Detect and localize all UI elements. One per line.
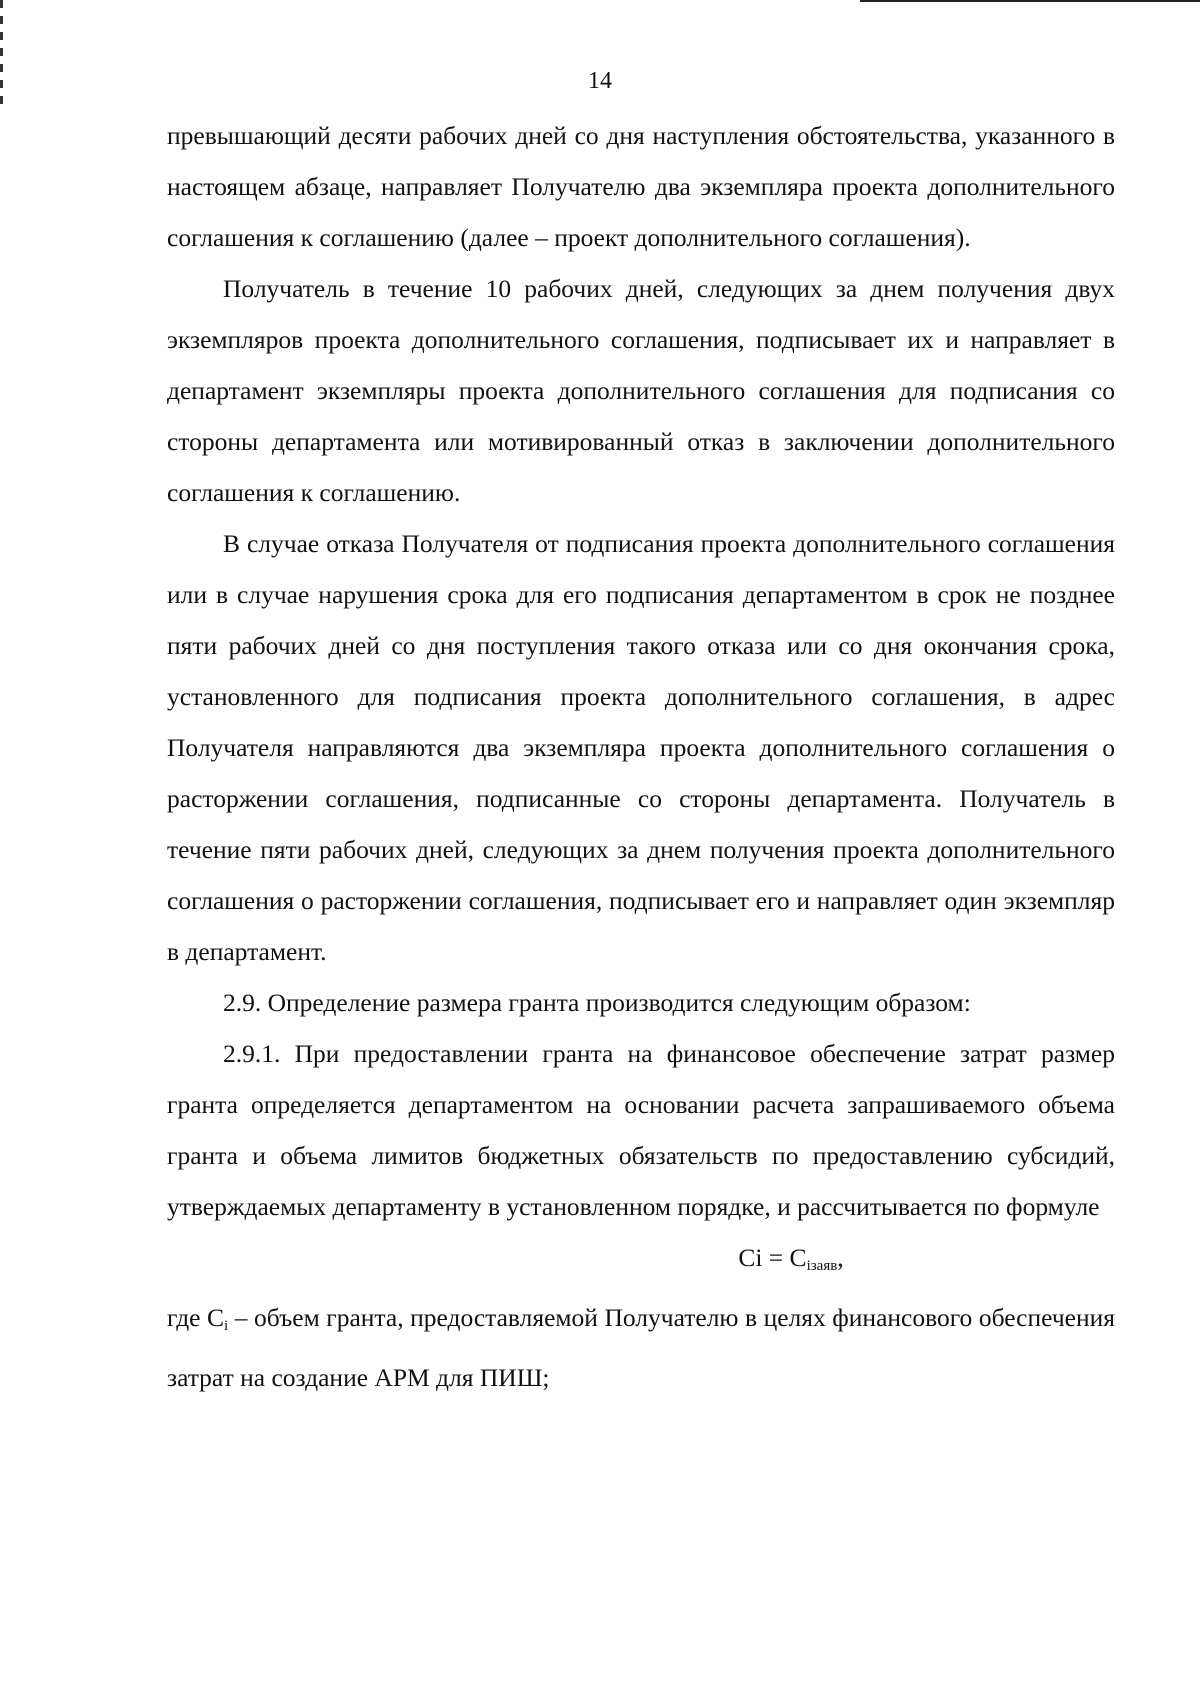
paragraph-recipient-term: Получатель в течение 10 рабочих дней, следующих за днем получения двух экземпляров проекта дополнительного соглашения, подписывает их и направляет в департамент экземпляры проекта дополнительного соглашения для подписания со стороны департамента или мотивированный отказ в заключении дополнительного соглашения к соглашению. xyxy=(167,274,1115,507)
formula-suffix: , xyxy=(837,1243,844,1272)
scan-edge-line xyxy=(860,0,1200,2)
paragraph-grant-calculation: 2.9.1. При предоставлении гранта на финансовое обеспечение затрат размер гранта определяется департаментом на основании расчета запрашиваемого объема гранта и объема лимитов бюджетных обязательств по предоставлению субсидий, утверждаемых департаменту в установленном порядке, и рассчитывается по формуле xyxy=(167,1039,1115,1221)
definition-subscript: i xyxy=(224,1318,229,1334)
grant-formula xyxy=(167,1232,1115,1292)
definition-text: – объем гранта, предоставляемой Получателю в целях финансового обеспечения затрат на создание АРМ для ПИШ; xyxy=(167,1303,1115,1392)
document-body xyxy=(167,110,1115,1403)
paragraph-refusal: В случае отказа Получателя от подписания проекта дополнительного соглашения или в случае нарушения срока для его подписания департаментом в срок не позднее пяти рабочих дней со дня поступления такого отказа или со дня окончания срока, установленного для подписания проекта дополнительного соглашения, в адрес Получателя направляются два экземпляра проекта дополнительного соглашения о расторжении соглашения, подписанные со стороны департамента. Получатель в течение пяти рабочих дней, следующих за днем получения проекта дополнительного соглашения о расторжении соглашения, подписывает его и направляет один экземпляр в департамент. xyxy=(167,529,1115,966)
formula-main: Ci = C xyxy=(738,1243,807,1272)
paragraph-continuation: превышающий десяти рабочих дней со дня наступления обстоятельства, указанного в настоящем абзаце, направляет Получателю два экземпляра проекта дополнительного соглашения к соглашению (далее – проект дополнительного соглашения). xyxy=(167,121,1115,252)
definition-prefix: где C xyxy=(167,1303,225,1332)
page-number: 14 xyxy=(588,68,612,94)
formula-definition xyxy=(167,1292,1115,1403)
paragraph-grant-size-heading: 2.9. Определение размера гранта производится следующим образом: xyxy=(223,988,971,1017)
formula-subscript: iзаяв xyxy=(806,1258,838,1274)
